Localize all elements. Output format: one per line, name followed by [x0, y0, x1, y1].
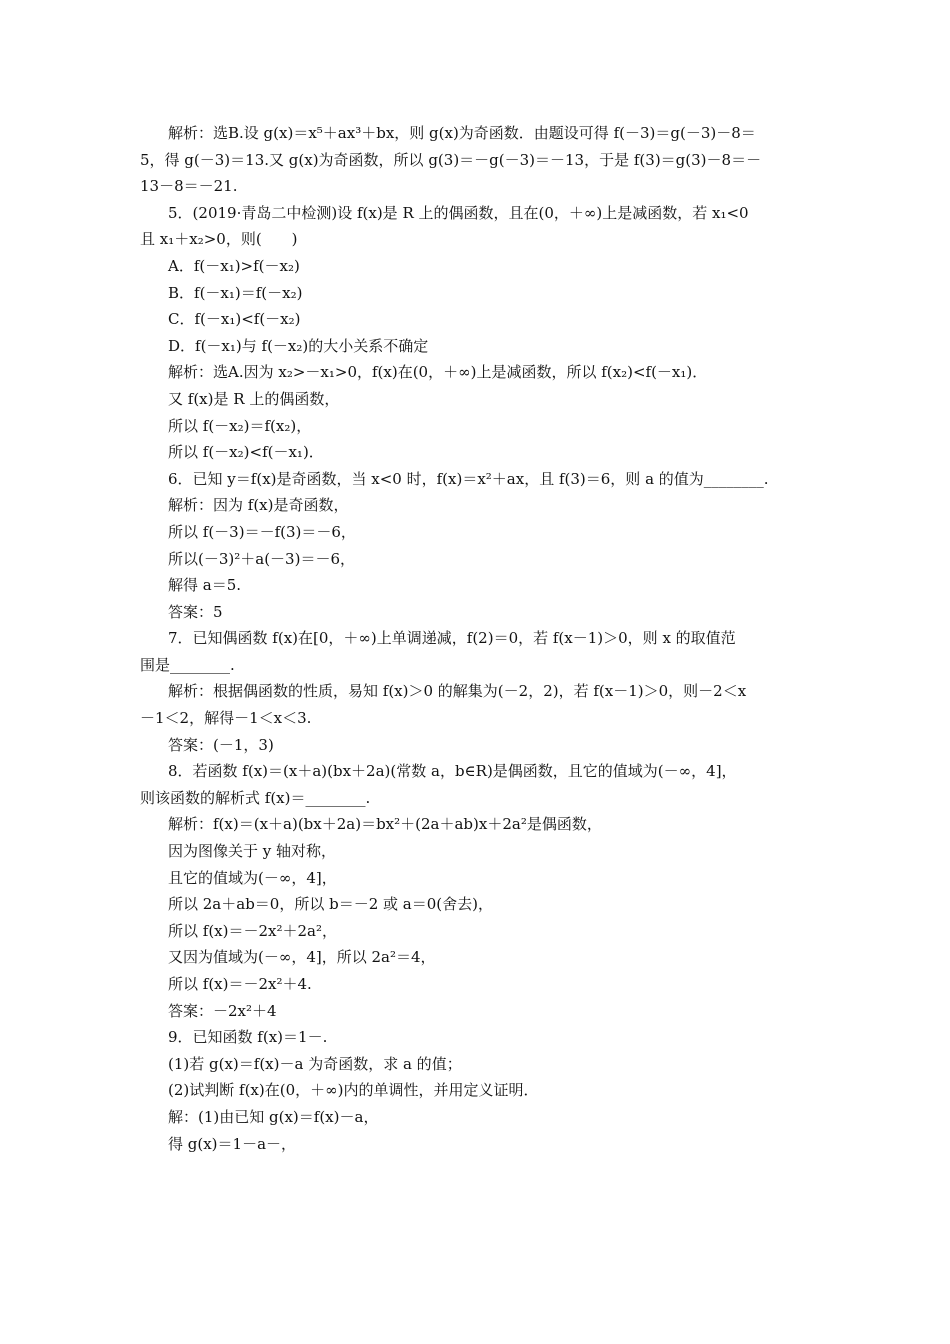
- text-line: 且它的值域为(－∞，4]，: [168, 868, 337, 887]
- answer-line: 答案：－2x²＋4: [168, 1001, 277, 1020]
- text-line: 得 g(x)＝1－a－，: [168, 1134, 297, 1153]
- question-9-line: 9．已知函数 f(x)＝1－.: [168, 1028, 328, 1047]
- text-line: 解析：根据偶函数的性质，易知 f(x)＞0 的解集为(－2，2)，若 f(x－1)＞0，则－2＜x: [168, 682, 747, 701]
- option-b: B．f(－x₁)＝f(－x₂): [168, 283, 303, 302]
- option-a: A．f(－x₁)>f(－x₂): [168, 256, 300, 275]
- text-line: 因为图像关于 y 轴对称，: [168, 842, 337, 861]
- text-line: 所以(－3)²＋a(－3)＝－6，: [168, 549, 355, 568]
- text-line: 又因为值域为(－∞，4]，所以 2a²＝4，: [168, 948, 436, 967]
- text-line: (2)试判断 f(x)在(0，＋∞)内的单调性，并用定义证明．: [168, 1081, 539, 1100]
- document-body: [140, 120, 830, 1157]
- text-line: 所以 f(x)＝－2x²＋4.: [168, 975, 312, 993]
- text-line: －1＜2，解得－1＜x＜3.: [140, 709, 312, 728]
- text-line: 解：(1)由已知 g(x)＝f(x)－a，: [168, 1107, 379, 1126]
- text-line: 解得 a＝5.: [168, 576, 242, 595]
- text-line: 解析：选B.设 g(x)＝x⁵＋ax³＋bx，则 g(x)为奇函数．由题设可得 f(－3)＝g(－3)－8＝: [168, 124, 756, 142]
- text-line: 所以 2a＋ab＝0，所以 b＝－2 或 a＝0(舍去)，: [168, 895, 493, 914]
- answer-line: 答案：(－1，3): [168, 735, 274, 754]
- option-d: D．f(－x₁)与 f(－x₂)的大小关系不确定: [168, 336, 429, 355]
- text-line: 围是________.: [140, 655, 235, 674]
- question-7-line: 7．已知偶函数 f(x)在[0，＋∞)上单调递减，f(2)＝0，若 f(x－1)＞0，则 x 的取值范: [168, 629, 736, 648]
- text-line: 13－8＝－21.: [140, 177, 238, 196]
- question-5-line: 5．(2019·青岛二中检测)设 f(x)是 R 上的偶函数，且在(0，＋∞)上是减函数，若 x₁<0: [168, 203, 749, 222]
- question-6-line: 6．已知 y＝f(x)是奇函数，当 x<0 时，f(x)＝x²＋ax，且 f(3)＝6，则 a 的值为________.: [168, 469, 769, 488]
- text-line: 所以 f(x)＝－2x²＋2a²，: [168, 921, 337, 940]
- question-8-line: 8．若函数 f(x)＝(x＋a)(bx＋2a)(常数 a，b∈R)是偶函数，且它的值域为(－∞，4]，: [168, 762, 737, 781]
- text-line: 又 f(x)是 R 上的偶函数，: [168, 389, 340, 408]
- text-line: 5，得 g(－3)＝13.又 g(x)为奇函数，所以 g(3)＝－g(－3)＝－13，于是 f(3)＝g(3)－8＝－: [140, 150, 762, 169]
- text-line: 且 x₁＋x₂>0，则( ): [140, 230, 298, 249]
- text-line: 则该函数的解析式 f(x)＝________.: [140, 788, 371, 807]
- text-line: 解析：因为 f(x)是奇函数，: [168, 496, 349, 515]
- text-line: 所以 f(－x₂)＝f(x₂)，: [168, 416, 312, 435]
- answer-line: 答案：5: [168, 602, 223, 621]
- text-line: 解析：f(x)＝(x＋a)(bx＋2a)＝bx²＋(2a＋ab)x＋2a²是偶函数，: [168, 815, 602, 834]
- text-line: 解析：选A.因为 x₂>－x₁>0，f(x)在(0，＋∞)上是减函数，所以 f(x₂)<f(－x₁)．: [168, 363, 708, 382]
- text-line: 所以 f(－x₂)<f(－x₁)．: [168, 443, 324, 462]
- text-line: (1)若 g(x)＝f(x)－a 为奇函数，求 a 的值；: [168, 1054, 462, 1073]
- option-c: C．f(－x₁)<f(－x₂): [168, 310, 301, 329]
- text-line: 所以 f(－3)＝－f(3)＝－6，: [168, 522, 356, 541]
